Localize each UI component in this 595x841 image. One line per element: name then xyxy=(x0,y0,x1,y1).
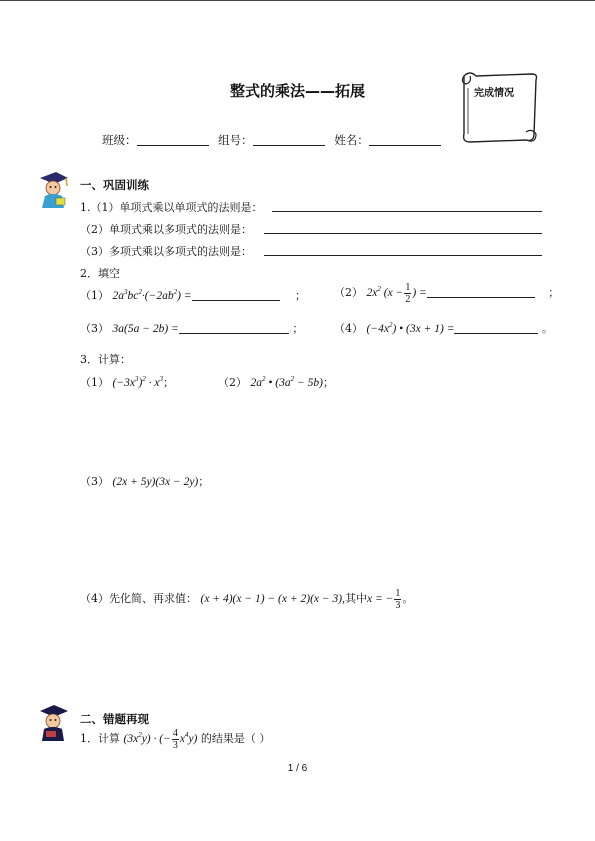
q3-item1: （1） $(-3x^3)^2 \cdot x^3$； xyxy=(80,375,175,389)
top-border xyxy=(0,0,595,1)
q3-item3: （3） (2x + 5y)(3x − 2y)； xyxy=(80,475,210,488)
q1-answer-line1[interactable] xyxy=(272,211,542,212)
q3-item4: （4）先化简、再求值： (x + 4)(x − 1) − (x + 2)(x − 3),其中x = − $\frac{1}{3}$ 。 xyxy=(80,588,414,611)
q2-item3 xyxy=(80,320,303,336)
s2-q1-post: 的结果是（ ） xyxy=(200,732,271,746)
student-mascot-icon xyxy=(36,170,70,210)
graduate-mascot-icon xyxy=(36,703,70,743)
q2-item3-expr: 3a(5a − 2b) = xyxy=(112,323,179,335)
q2-item1-num: （1） xyxy=(80,289,109,302)
q3-item4-expr: (x + 4)(x − 1) − (x + 2)(x − 3), xyxy=(200,593,345,606)
q2-item4 xyxy=(334,320,553,336)
q2-item3-end: ； xyxy=(292,322,304,335)
q1-line3: （3）多项式乘以多项式的法则是： xyxy=(80,245,252,258)
q2-item4-num: （4） xyxy=(334,322,363,335)
q1-line1: 1.（1）单项式乘以单项式的法则是： xyxy=(80,201,263,214)
q3-item3-num: （3） xyxy=(80,475,109,488)
class-label: 班级： xyxy=(102,133,137,147)
q3-item3-expr: (2x + 5y)(3x − 2y) xyxy=(112,476,199,488)
name-label: 姓名： xyxy=(334,133,369,147)
q2-item3-blank[interactable] xyxy=(179,321,289,334)
q3-item1-num: （1） xyxy=(80,376,109,389)
completion-stamp xyxy=(456,68,542,148)
q3-item4-label: （4）先化简、再求值： xyxy=(80,592,197,606)
s2-q1 xyxy=(80,728,270,751)
q2-item4-expr: $(-4x^2)$ • (3x + 1) = xyxy=(366,321,455,335)
group-field[interactable] xyxy=(253,133,325,146)
page-title: 整式的乘法——拓展 xyxy=(229,82,365,100)
q3-item2-num: （2） xyxy=(218,376,247,389)
q2-item2-expr: $2x^2$ (x − $\frac{1}{2}$ ) = xyxy=(366,282,427,305)
q2-item4-blank[interactable] xyxy=(454,321,538,334)
q2-item1-blank[interactable] xyxy=(192,288,280,301)
student-info xyxy=(102,132,447,148)
class-field[interactable] xyxy=(137,133,209,146)
page-number: 1 / 6 xyxy=(287,763,308,774)
q2-item4-end: 。 xyxy=(541,322,553,335)
q3-item2: （2） $2a^2$ • $(3a^2 - 5b)$； xyxy=(218,375,334,389)
scroll-icon xyxy=(456,68,542,148)
q3-item1-expr: $(-3x^3)^2 \cdot x^3$ xyxy=(112,375,164,389)
q2-item2-end: ； xyxy=(548,286,560,300)
q2-item1-expr: $2a^3bc^2\cdot(-2ab^2)$ = xyxy=(112,288,192,302)
name-field[interactable] xyxy=(369,133,441,146)
q2-item2-blank[interactable] xyxy=(427,285,535,298)
s2-q1-expr: $(3x^2y)$ · (− $\frac{4}{3}$ $x^4y$) xyxy=(123,728,198,751)
section2-heading: 二、错题再现 xyxy=(80,712,149,726)
q2-item1-end: ； xyxy=(295,289,307,302)
q2-title: 2．填空 xyxy=(80,267,120,280)
q3-title: 3．计算： xyxy=(80,353,131,366)
q3-item4-mid: 其中 xyxy=(344,592,367,606)
section1-heading: 一、巩固训练 xyxy=(80,178,149,192)
group-label: 组号： xyxy=(218,133,253,147)
s2-q1-pre: 1．计算 xyxy=(80,732,120,746)
q2-item3-num: （3） xyxy=(80,322,109,335)
q2-item2-num: （2） xyxy=(334,286,363,300)
q1-answer-line3[interactable] xyxy=(264,255,542,256)
q1-answer-line2[interactable] xyxy=(264,233,542,234)
q2-item2 xyxy=(334,282,559,305)
q2-item1 xyxy=(80,287,306,303)
q1-line2: （2）单项式乘以多项式的法则是： xyxy=(80,223,252,236)
q3-item2-expr: $2a^2$ • $(3a^2 - 5b)$ xyxy=(250,375,323,389)
stamp-label: 完成情况 xyxy=(474,88,514,99)
